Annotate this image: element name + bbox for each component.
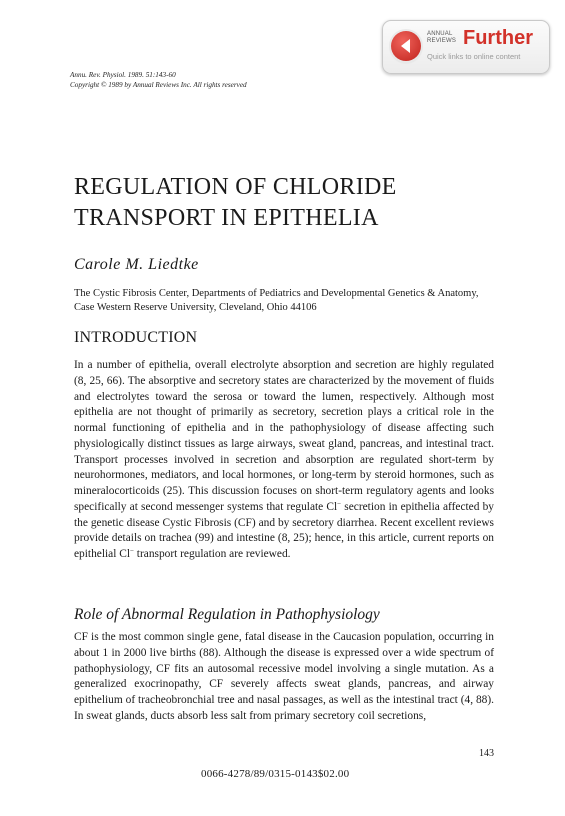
badge-reviews-text: REVIEWS	[427, 38, 457, 44]
footer-code: 0066-4278/89/0315-0143$02.00	[201, 768, 350, 780]
article-title	[74, 172, 494, 234]
introduction-paragraph	[74, 358, 494, 563]
badge-further-label[interactable]: Further	[463, 27, 533, 49]
badge-subtitle[interactable]: Quick links to online content	[427, 52, 521, 61]
author-affiliation: The Cystic Fibrosis Center, Departments of Pediatrics and Developmental Genetics & Anatomy, Case Western Reserve University, Cleveland, Ohio 44106	[74, 288, 479, 313]
section-heading: Role of Abnormal Regulation in Pathophysiology	[74, 606, 380, 623]
further-badge[interactable]	[382, 20, 550, 74]
intro-text-part-1: In a number of epithelia, overall electrolyte absorption and secretion are highly regulated (8, 25, 66). The absorptive and secretory states are characterized by the movement of fluids and electrolytes toward the serosa or toward the lumen, respectively. Although most epithelia are not thought of primarily as secretory, secretion plays a critical role in the normal functioning of epithelia and in the pathophysiology of disease affecting such physiologically distinct tissues as large airways, sweat gland, pancreas, and intestinal tract. Transport processes involved in secretion and absorption are regulated short-term by neurohormones, mediators, and local hormones, or long-term by steroid hormones, such as mineralocorticoids (25). This discussion focuses on short-term regulatory agents and looks specifically at second messenger systems that regulate Cl	[74, 359, 494, 513]
intro-text-part-2: secretion in epithelia affected by the genetic disease Cystic Fibrosis (CF) and by secretory diarrhea. Recent excellent reviews provide details on trachea (99) and intestine (8, 25); hence, in this article, current reports on epithelial Cl	[74, 500, 494, 560]
back-arrow-icon[interactable]	[391, 31, 421, 61]
title-line-1: REGULATION OF CHLORIDE	[74, 174, 397, 200]
chloride-superscript: −	[337, 499, 342, 508]
introduction-heading: INTRODUCTION	[74, 329, 198, 346]
chloride-superscript: −	[130, 547, 134, 555]
badge-annual-text: ANNUAL	[427, 31, 453, 37]
citation-line-2: Copyright © 1989 by Annual Reviews Inc. All rights reserved	[70, 81, 247, 89]
section-paragraph: CF is the most common single gene, fatal disease in the Caucasion population, occurring in about 1 in 2000 live births (88). Although the disease is expressed over a wide spectrum of pathophysiology, CF fits an autosomal recessive model involving a single mutation. As a generalized exocrinopathy, CF severely affects sweat glands, pancreas, and airway epithelium of tracheobronchial tree and nasal passages, as well as the intestinal tract (4, 88). In sweat glands, ducts absorb less salt from primary secretory coil secretions,	[74, 631, 494, 722]
title-line-2: TRANSPORT IN EPITHELIA	[74, 205, 379, 231]
intro-text-part-3: transport regulation are reviewed.	[133, 548, 291, 560]
citation-line-1: Annu. Rev. Physiol. 1989. 51:143-60	[70, 71, 176, 79]
page-number: 143	[479, 748, 494, 759]
author-name: Carole M. Liedtke	[74, 256, 199, 273]
journal-citation	[70, 70, 247, 90]
